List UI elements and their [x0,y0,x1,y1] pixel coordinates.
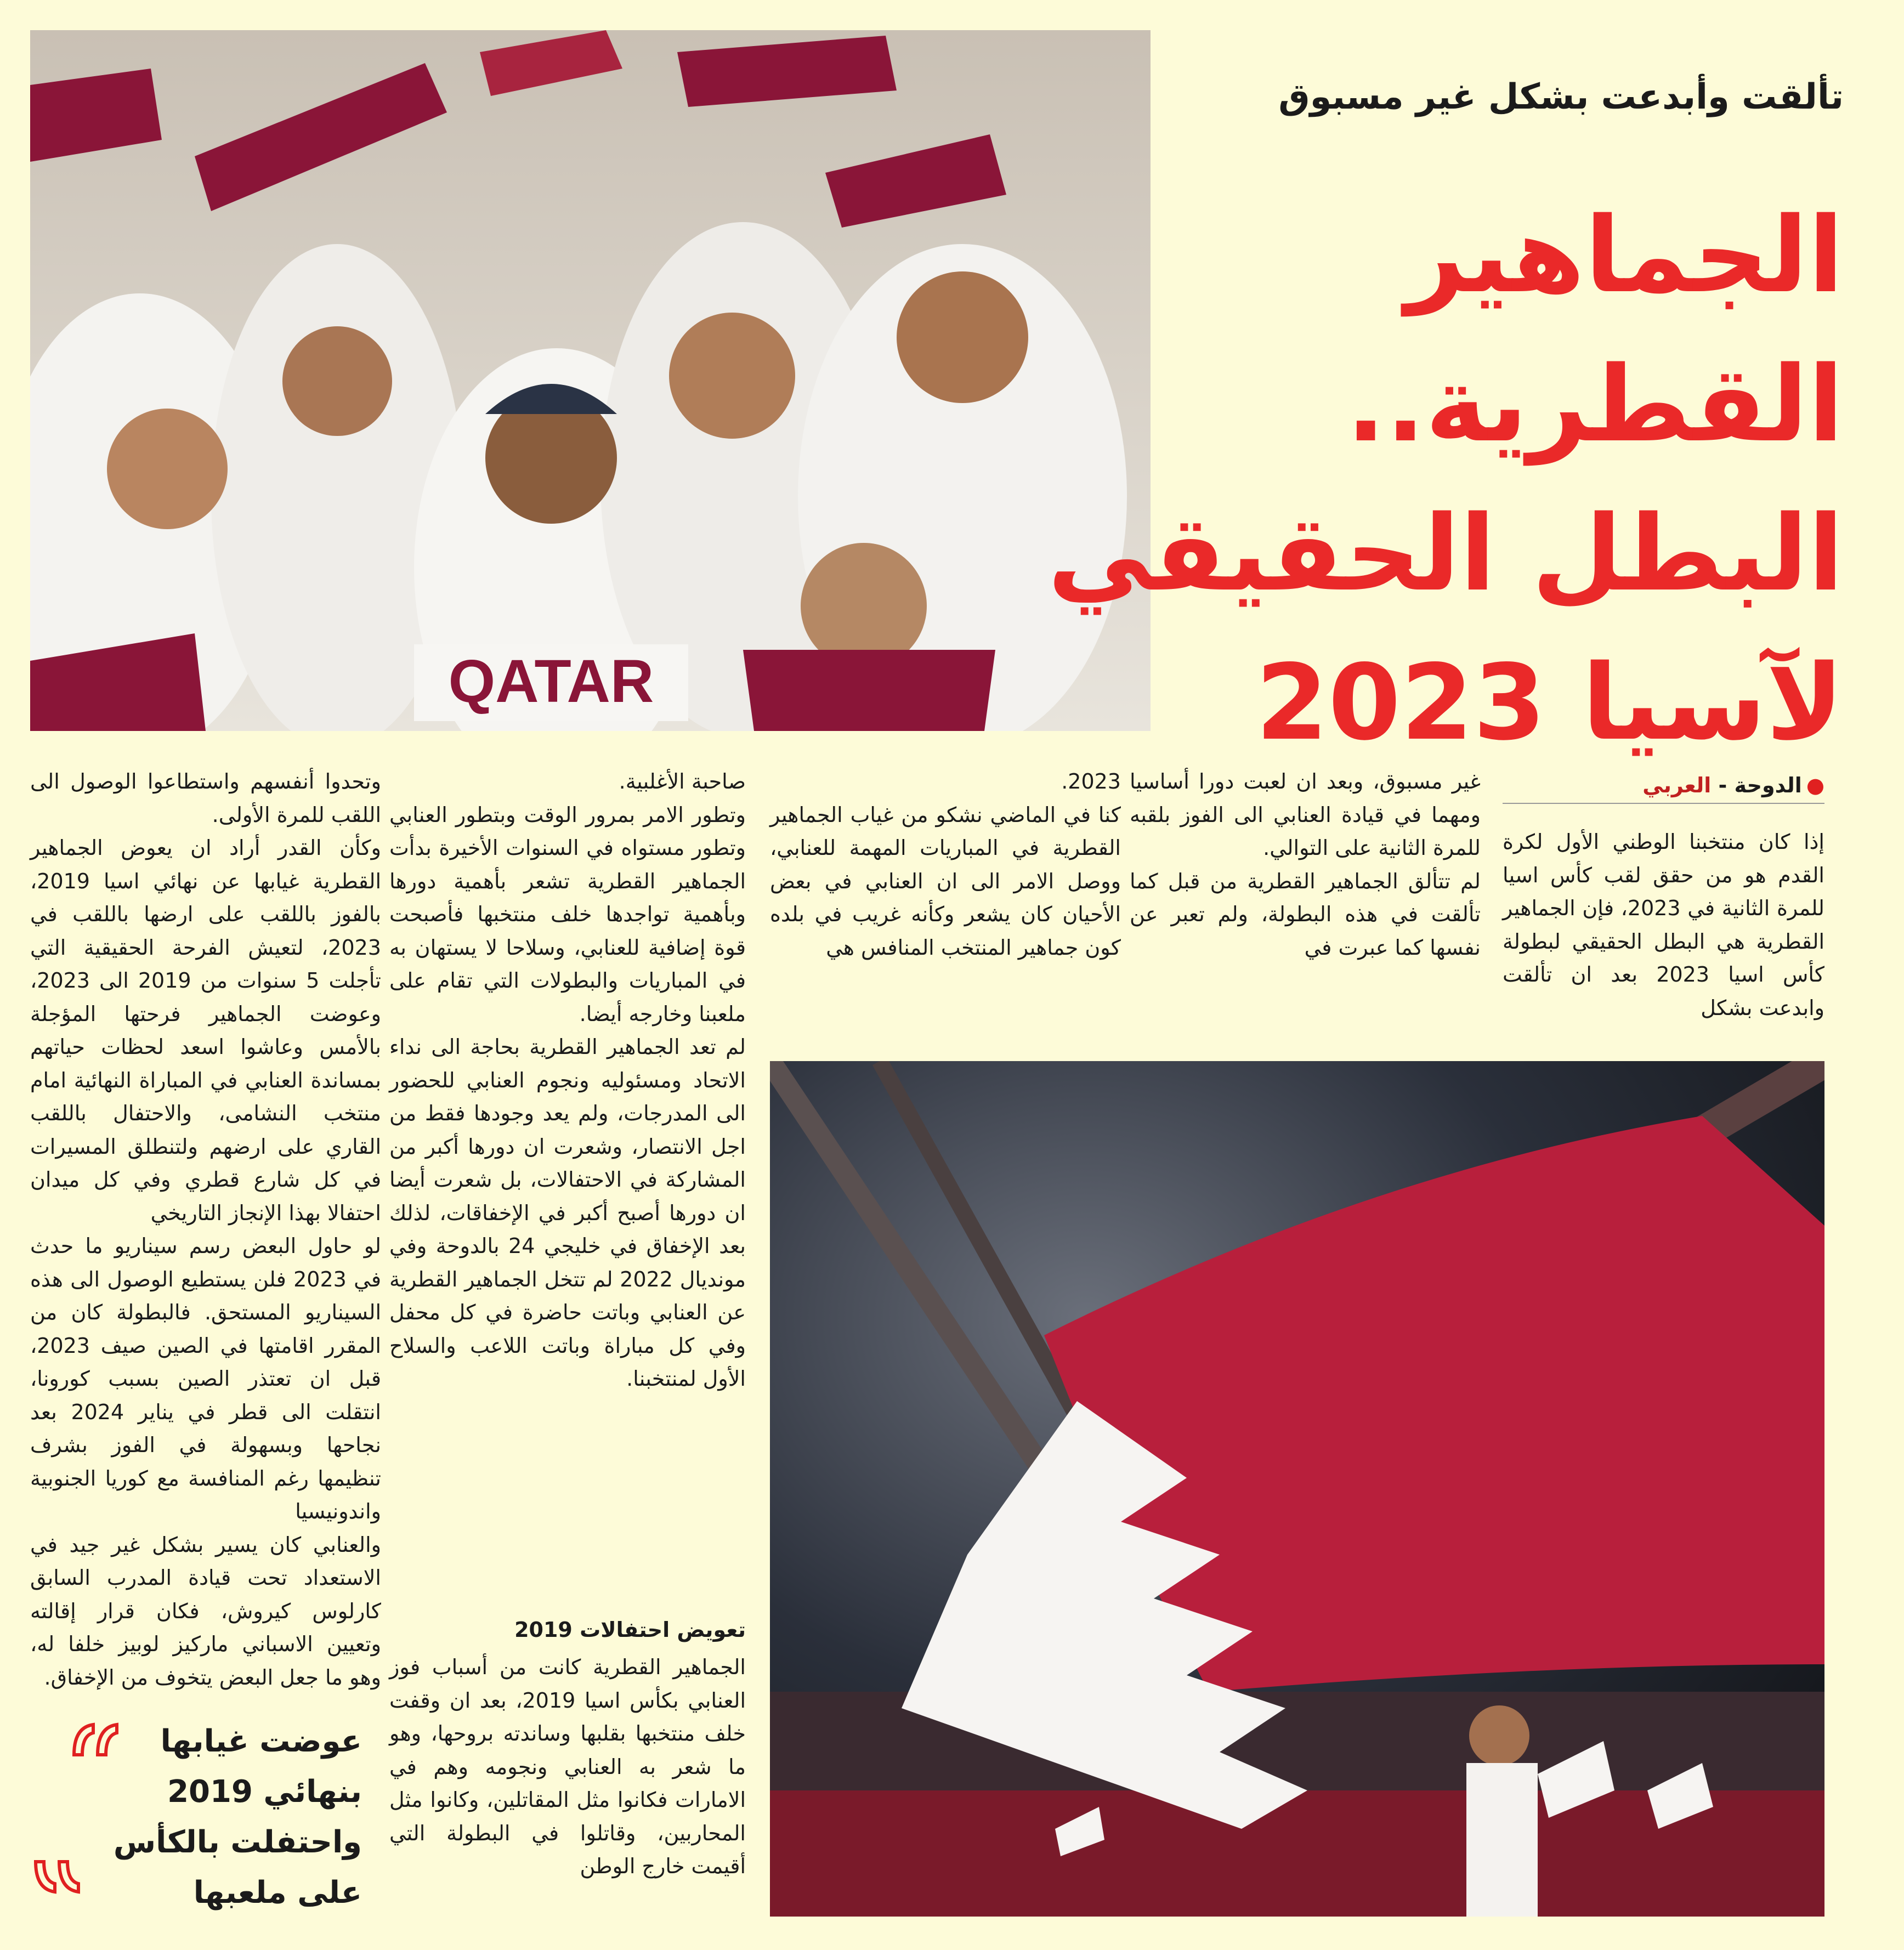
kicker: تألقت وأبدعت بشكل غير مسبوق [1278,77,1844,117]
column-text: إذا كان منتخبنا الوطني الأول لكرة القدم هو من حقق لقب كأس اسيا للمرة الثانية في 2023، فإن الجماهير القطرية هي البطل الحقيقي لبطولة كأس اسيا 2023 بعد ان تألقت وابدعت بشكل [1503,830,1825,1020]
column-text: صاحبة الأغلبية. وتطور الامر بمرور الوقت وبتطور العنابي وتطور مستواه في السنوات الأخيرة بدأت الجماهير القطرية تشعر بأهمية دورها وبأهمية تواجدها خلف منتخبها فأصبحت قوة إضافية للعنابي، وسلاحا لا يستهان به في المباريات والبطولات التي تقام على ملعبنا وخارجه أيضا. لم تعد الجماهير القطرية بحاجة الى نداء الاتحاد ومسئوليه ونجوم العنابي للحضور الى المدرجات، ولم يعد وجودها فقط من اجل الانتصار، وشعرت ان دورها أكبر من المشاركة في الاحتفالات، بل شعرت أيضا ان دورها أصبح أكبر في الإخفاقات، لذلك بعد الإخفاق في خليجي 24 بالدوحة وفي مونديال 2022 لم تتخل الجماهير القطرية عن العنابي وباتت حاضرة في كل محفل وفي كل مباراة وباتت اللاعب والسلاح الأول لمنتخبنا. [389,769,746,1391]
article-column-1 [1503,825,1824,1024]
column-text: غير مسبوق، وبعد ان لعبت دورا أساسيا ومهما في قيادة العنابي الى الفوز بلقبه للمرة الثانية على التوالي. لم تتألق الجماهير القطرية من قبل كما تألقت في هذه البطولة، ولم تعبر عن نفسها كما عبرت في [1130,769,1481,960]
byline-paper: العربي [1642,773,1712,797]
article-column-5 [30,765,381,1694]
pull-quote [33,1716,362,1914]
article-column-3 [770,765,1121,964]
article-column-2 [1130,765,1481,964]
flag-photo-art [770,1061,1824,1917]
headline-line-2: القطرية.. [1346,344,1844,465]
qatar-shirt-text: QATAR [448,648,654,715]
subheading: تعويض احتفالات 2019 [514,1618,746,1642]
flag-photo [770,1061,1824,1917]
byline [1503,773,1824,804]
bullet-icon: ● [1806,773,1824,797]
close-quote-icon [33,1856,82,1895]
headline-line-3: البطل الحقيقي [1047,493,1844,614]
headline [1047,181,1844,778]
headline-line-1: الجماهير [1405,195,1844,316]
column-text: الجماهير القطرية كانت من أسباب فوز العنابي بكأس اسيا 2019، بعد ان وقفت خلف منتخبها بقلبها وساندته بروحها، وهو ما شعر به العنابي ونجومه وهم في الامارات فكانوا مثل المقاتلين، وكانوا مثل المحاربين، وقاتلوا في البطولة التي أقيمت خارج الوطن [389,1655,746,1878]
byline-city: الدوحة - [1718,773,1802,797]
column-text: 2023. كنا في الماضي نشكو من غياب الجماهير القطرية في المباريات المهمة للعنابي، ووصل الامر الى ان العنابي في بعض الأحيان كان يشعر وكأنه غريب في بلده كون جماهير المنتخب المنافس هي [770,769,1121,960]
fans-photo [30,30,1151,731]
article-column-4b [389,1651,746,1883]
article-column-4 [389,765,746,1396]
column-text: وتحدوا أنفسهم واستطاعوا الوصول الى اللقب للمرة الأولى. وكأن القدر أراد ان يعوض الجماهير القطرية غيابها عن نهائي اسيا 2019، بالفوز باللقب على ارضها باللقب في 2023، لتعيش الفرحة الحقيقية التي تأجلت 5 سنوات من 2019 الى 2023، وعوضت الجماهير فرحتها المؤجلة بالأمس وعاشوا اسعد لحظات حياتهم بمساندة العنابي في المباراة النهائية امام منتخب النشامى، والاحتفال باللقب القاري على ارضهم ولتنطلق المسيرات في كل شارع قطري وفي كل ميدان احتفالا بهذا الإنجاز التاريخي لو حاول البعض رسم سيناريو ما حدث في 2023 فلن يستطيع الوصول الى هذه السيناريو المستحق. فالبطولة كان من المقرر اقامتها في الصين صيف 2023، قبل ان تعتذر الصين بسبب كورونا، انتقلت الى قطر في يناير 2024 بعد نجاحها وبسهولة في الفوز بشرف تنظيمها رغم المنافسة مع كوريا الجنوبية واندونيسيا والعنابي كان يسير بشكل غير جيد في الاستعداد تحت قيادة المدرب السابق كارلوس كيروش، فكان قرار إقالته وتعيين الاسباني ماركيز لوبيز خلفا له، وهو ما جعل البعض يتخوف من الإخفاق. [30,769,381,1690]
fans-photo-art [30,30,1151,731]
pull-quote-text: عوضت غيابها بنهائي 2019 واحتفلت بالكأس على ملعبها [113,1724,362,1911]
headline-line-4: لآسيا 2023 [1255,642,1844,763]
